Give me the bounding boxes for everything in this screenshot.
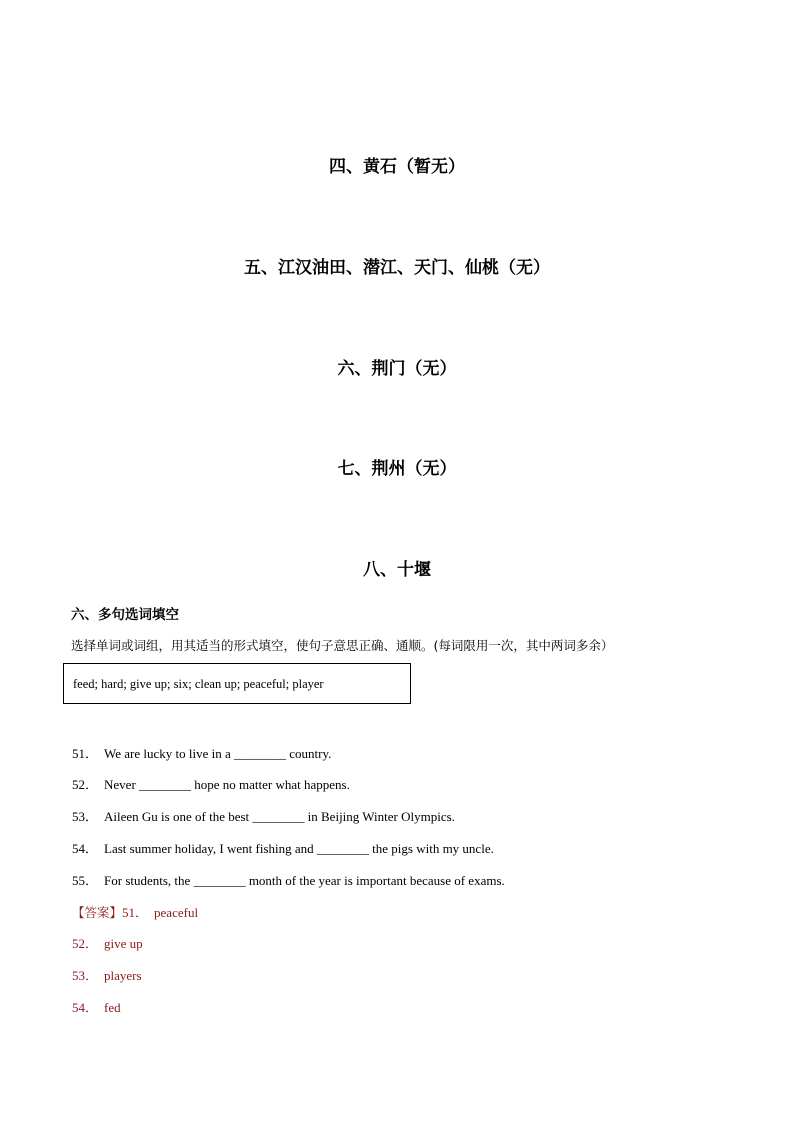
- section-title: 六、多句选词填空: [71, 607, 179, 623]
- answer-text: give up: [104, 936, 143, 951]
- answer-text: players: [104, 968, 142, 983]
- question-line: [72, 840, 494, 858]
- heading-jingmen: 六、荆门（无）: [337, 359, 457, 379]
- answer-line: [72, 999, 121, 1017]
- question-line: [72, 776, 350, 794]
- answer-number: 53．: [72, 968, 99, 983]
- answer-line: [72, 904, 198, 922]
- answer-text: peaceful: [154, 905, 199, 920]
- question-text: Aileen Gu is one of the best ________ in Beijing Winter Olympics.: [104, 809, 455, 824]
- word-bank: feed; hard; give up; six; clean up; peaceful; player: [73, 677, 324, 691]
- heading-jingzhou: 七、荆州（无）: [337, 459, 457, 479]
- answer-tag: 【答案】: [72, 905, 123, 920]
- question-number: 51．: [72, 746, 99, 761]
- word-bank-box: [63, 663, 411, 704]
- question-number: 52．: [72, 777, 99, 792]
- answer-line: [72, 935, 143, 953]
- question-number: 55．: [72, 873, 99, 888]
- heading-huangshi: 四、黄石（暂无）: [329, 157, 465, 177]
- question-text: Last summer holiday, I went fishing and ________ the pigs with my uncle.: [104, 841, 494, 856]
- question-line: [72, 808, 455, 826]
- heading-shiyan: 八、十堰: [363, 560, 431, 580]
- question-line: [72, 872, 505, 890]
- answer-text: fed: [104, 1000, 121, 1015]
- question-number: 54．: [72, 841, 99, 856]
- answer-number: 54．: [72, 1000, 99, 1015]
- answer-number: 52．: [72, 936, 99, 951]
- instructions: 选择单词或词组，用其适当的形式填空，使句子意思正确、通顺。(每词限用一次，其中两词多余）: [71, 638, 614, 653]
- question-text: Never ________ hope no matter what happens.: [104, 777, 350, 792]
- heading-jianghan: 五、江汉油田、潜江、天门、仙桃（无）: [244, 258, 550, 278]
- question-text: For students, the ________ month of the year is important because of exams.: [104, 873, 505, 888]
- answer-line: [72, 967, 142, 985]
- question-number: 53．: [72, 809, 99, 824]
- question-text: We are lucky to live in a ________ country.: [104, 746, 332, 761]
- answer-number: 51．: [122, 905, 149, 920]
- question-line: [72, 745, 331, 763]
